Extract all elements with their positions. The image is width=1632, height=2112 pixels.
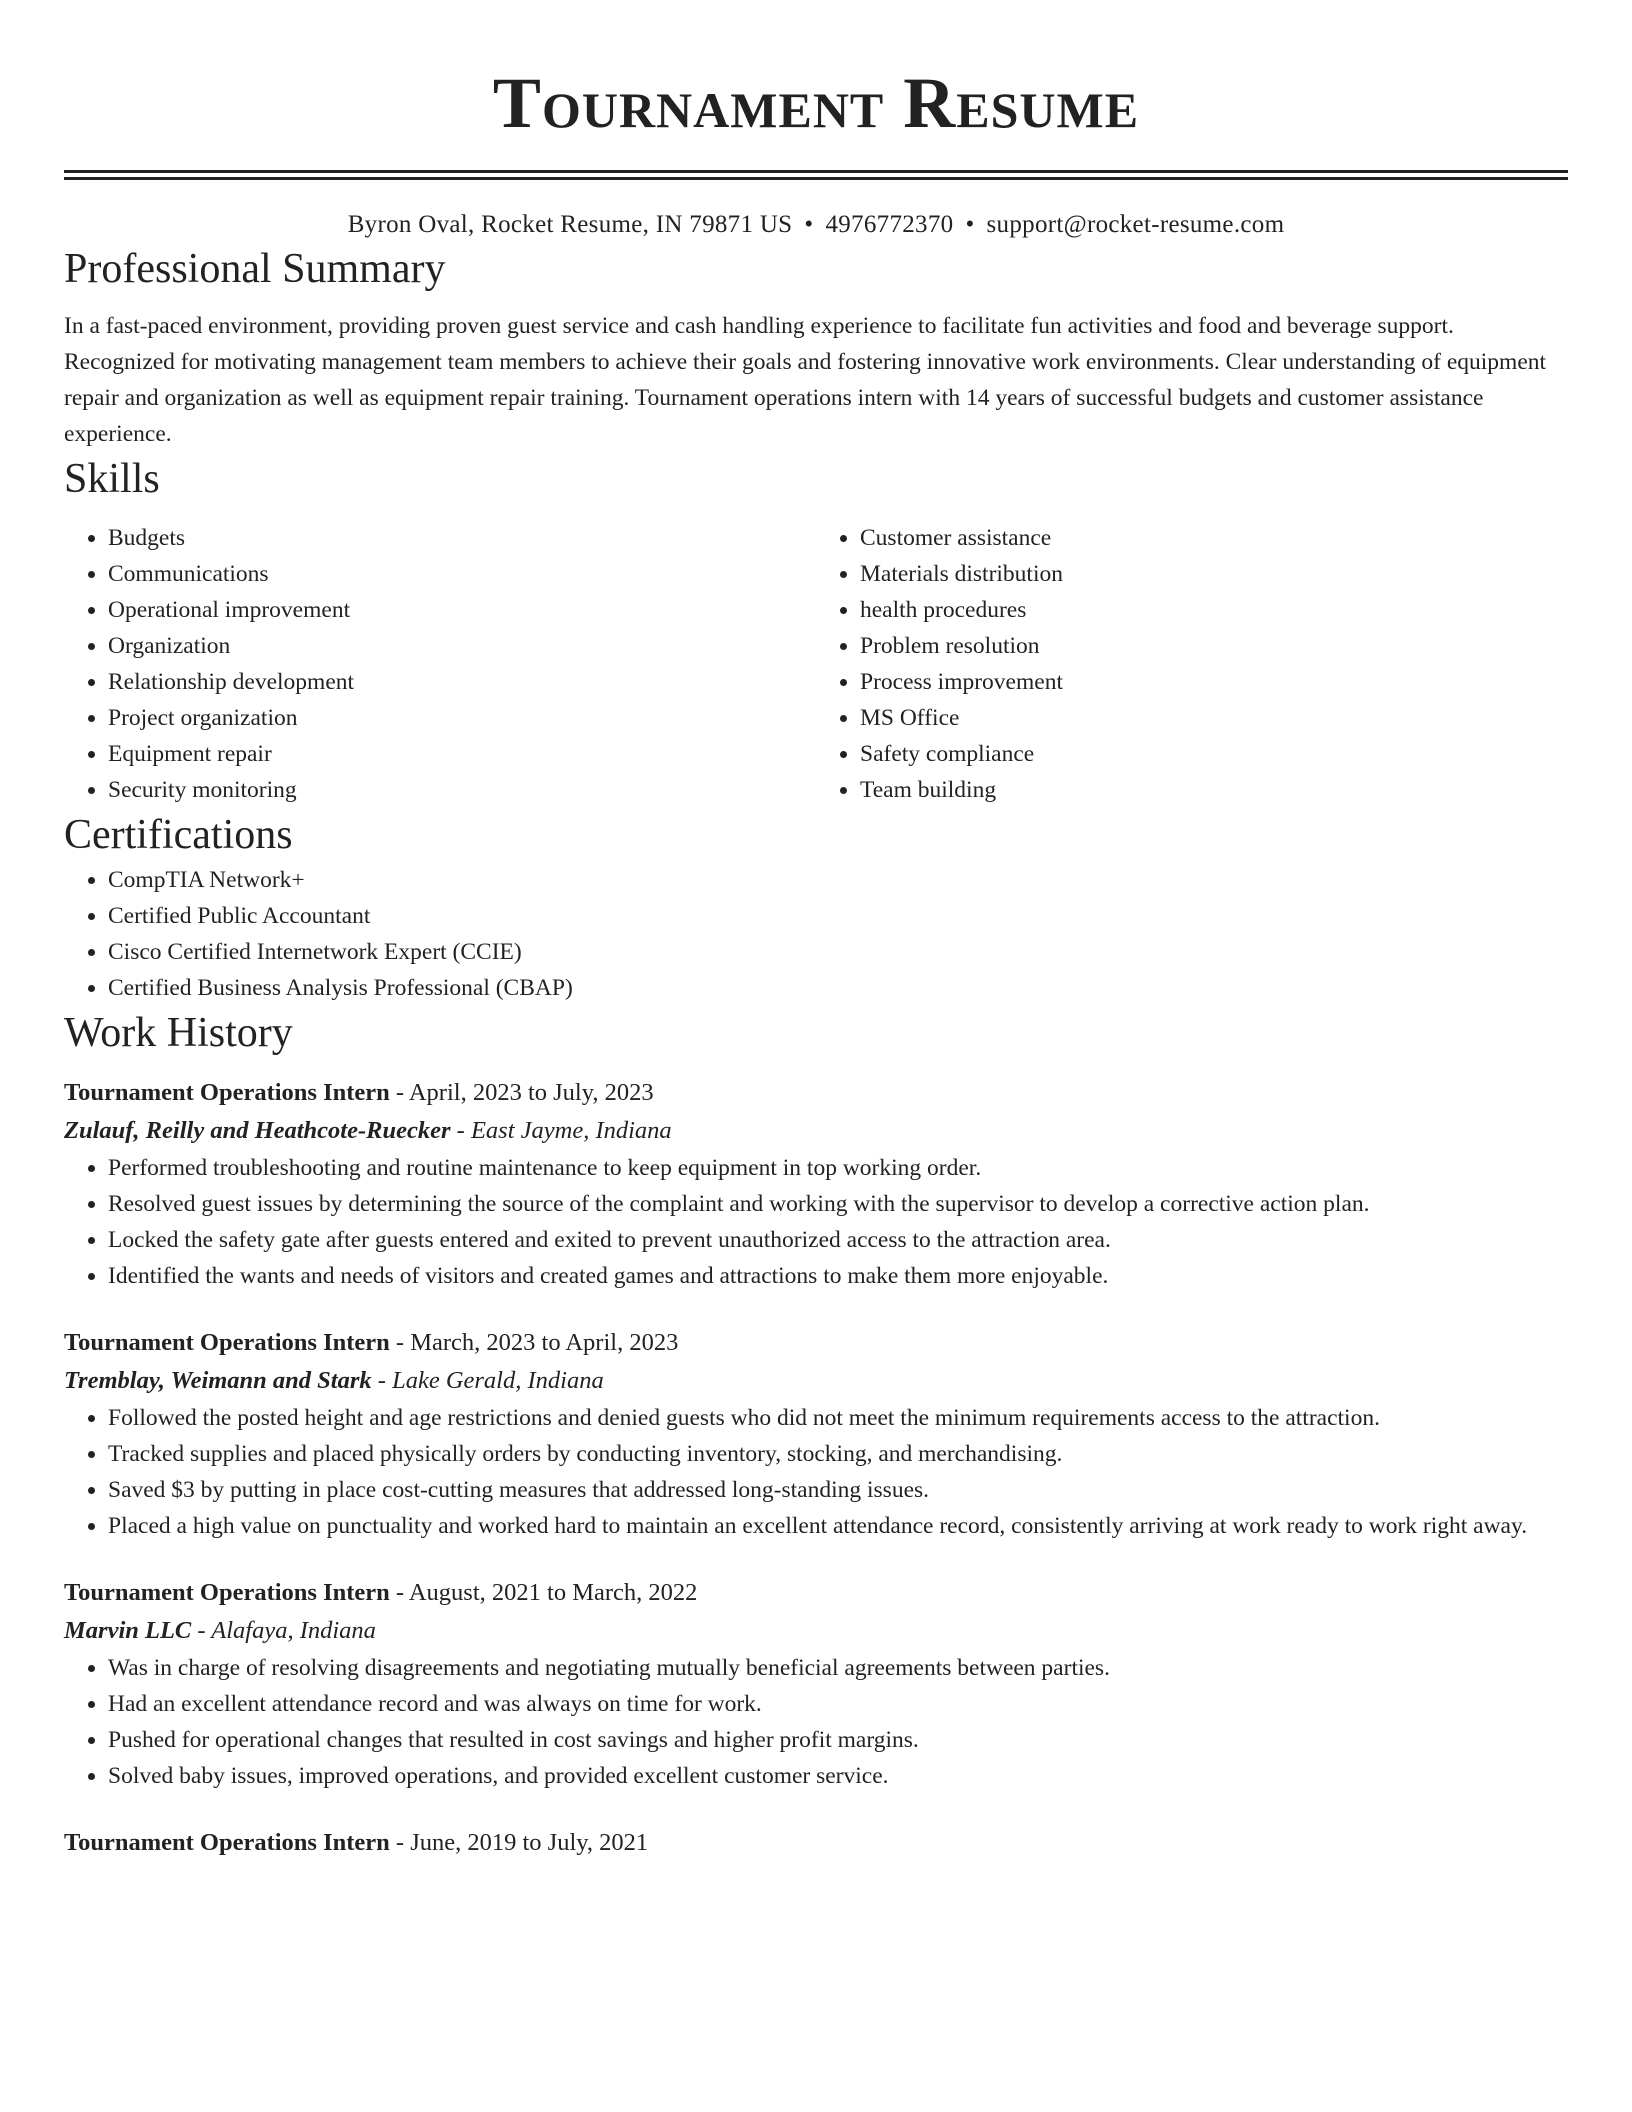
job-title: Tournament Operations Intern xyxy=(64,1329,390,1356)
job-title-line: Tournament Operations Intern - April, 2023 to July, 2023 xyxy=(64,1079,654,1106)
certifications-list xyxy=(64,862,1568,1006)
company-name: Tremblay, Weimann and Stark xyxy=(64,1367,372,1394)
job-title: Tournament Operations Intern xyxy=(64,1829,390,1856)
title-double-rule xyxy=(64,170,1568,180)
skills-list xyxy=(64,520,1568,808)
job-location: Lake Gerald, Indiana xyxy=(392,1367,604,1394)
certification-item: • CompTIA Network+ xyxy=(108,862,1568,898)
skills-column-right xyxy=(816,520,1568,808)
contact-line xyxy=(64,208,1568,242)
contact-address: Byron Oval, Rocket Resume, IN 79871 US xyxy=(347,211,793,238)
job-title: Tournament Operations Intern xyxy=(64,1079,390,1106)
certification-item: • Certified Business Analysis Professional (CBAP) xyxy=(108,970,1568,1006)
company-line: Zulauf, Reilly and Heathcote-Ruecker - East Jayme, Indiana xyxy=(64,1117,672,1144)
skill-item: • Team building xyxy=(860,772,1568,808)
job-location: East Jayme, Indiana xyxy=(470,1117,672,1144)
skill-item: • Process improvement xyxy=(860,664,1568,700)
contact-email: support@rocket-resume.com xyxy=(986,211,1285,238)
job-bullets xyxy=(64,1650,1568,1794)
company-name: Marvin LLC xyxy=(64,1617,192,1644)
skill-item: • Materials distribution xyxy=(860,556,1568,592)
job-entry xyxy=(64,1324,1568,1544)
job-entry xyxy=(64,1074,1568,1294)
job-dates: April, 2023 to July, 2023 xyxy=(408,1079,654,1106)
work-history-heading: Work History xyxy=(64,1010,293,1056)
skill-item: • Relationship development xyxy=(108,664,816,700)
certifications-heading: Certifications xyxy=(64,812,293,858)
job-entry xyxy=(64,1824,1568,1862)
certification-item: • Certified Public Accountant xyxy=(108,898,1568,934)
job-bullet: • Locked the safety gate after guests entered and exited to prevent unauthorized access to the attraction area. xyxy=(108,1222,1568,1258)
summary-heading: Professional Summary xyxy=(64,246,446,292)
job-title-line: Tournament Operations Intern - March, 2023 to April, 2023 xyxy=(64,1329,679,1356)
skill-item: • Budgets xyxy=(108,520,816,556)
job-bullet: • Followed the posted height and age restrictions and denied guests who did not meet the minimum requirements access to the attraction. xyxy=(108,1400,1568,1436)
skill-item: • Operational improvement xyxy=(108,592,816,628)
job-bullet: • Saved $3 by putting in place cost-cutting measures that addressed long-standing issues. xyxy=(108,1472,1568,1508)
job-bullet: • Performed troubleshooting and routine maintenance to keep equipment in top working order. xyxy=(108,1150,1568,1186)
job-bullet: • Identified the wants and needs of visitors and created games and attractions to make them more enjoyable. xyxy=(108,1258,1568,1294)
job-title-line: Tournament Operations Intern - August, 2021 to March, 2022 xyxy=(64,1579,698,1606)
skill-item: • Organization xyxy=(108,628,816,664)
skill-item: • MS Office xyxy=(860,700,1568,736)
job-title: Tournament Operations Intern xyxy=(64,1579,390,1606)
job-bullet: • Resolved guest issues by determining the source of the complaint and working with the supervisor to develop a corrective action plan. xyxy=(108,1186,1568,1222)
job-dates: March, 2023 to April, 2023 xyxy=(410,1329,679,1356)
job-bullets xyxy=(64,1150,1568,1294)
job-bullets xyxy=(64,1400,1568,1544)
company-line: Tremblay, Weimann and Stark - Lake Gerald, Indiana xyxy=(64,1367,604,1394)
skills-column-left xyxy=(64,520,816,808)
skill-item: • Problem resolution xyxy=(860,628,1568,664)
job-bullet: • Tracked supplies and placed physically orders by conducting inventory, stocking, and merchandising. xyxy=(108,1436,1568,1472)
company-line: Marvin LLC - Alafaya, Indiana xyxy=(64,1617,376,1644)
contact-separator: • xyxy=(804,211,814,238)
certification-item: • Cisco Certified Internetwork Expert (CCIE) xyxy=(108,934,1568,970)
job-bullet: • Solved baby issues, improved operations, and provided excellent customer service. xyxy=(108,1758,1568,1794)
skills-heading: Skills xyxy=(64,456,160,502)
skill-item: • Communications xyxy=(108,556,816,592)
contact-phone: 4976772370 xyxy=(825,211,954,238)
skill-item: • Security monitoring xyxy=(108,772,816,808)
company-name: Zulauf, Reilly and Heathcote-Ruecker xyxy=(64,1117,451,1144)
summary-text: In a fast-paced environment, providing proven guest service and cash handling experience to facilitate fun activities and food and beverage support. Recognized for motivating management team members to achieve their goals and fostering innovative work environments. Clear understanding of equipment repair and organization as well as equipment repair training. Tournament operations intern with 14 years of successful budgets and customer assistance experience. xyxy=(64,313,1547,447)
contact-separator: • xyxy=(965,211,975,238)
job-location: Alafaya, Indiana xyxy=(211,1617,376,1644)
job-bullet: • Was in charge of resolving disagreements and negotiating mutually beneficial agreements between parties. xyxy=(108,1650,1568,1686)
skill-item: • Equipment repair xyxy=(108,736,816,772)
job-entry xyxy=(64,1574,1568,1794)
job-bullet: • Had an excellent attendance record and was always on time for work. xyxy=(108,1686,1568,1722)
job-bullet: • Placed a high value on punctuality and worked hard to maintain an excellent attendance record, consistently arriving at work ready to work right away. xyxy=(108,1508,1568,1544)
resume-page xyxy=(64,0,1568,1862)
resume-title: Tournament Resume xyxy=(492,63,1140,143)
skill-item: • Project organization xyxy=(108,700,816,736)
skill-item: • Safety compliance xyxy=(860,736,1568,772)
job-bullet: • Pushed for operational changes that resulted in cost savings and higher profit margins. xyxy=(108,1722,1568,1758)
skill-item: • health procedures xyxy=(860,592,1568,628)
skill-item: • Customer assistance xyxy=(860,520,1568,556)
job-dates: June, 2019 to July, 2021 xyxy=(410,1829,649,1856)
job-dates: August, 2021 to March, 2022 xyxy=(408,1579,698,1606)
job-title-line: Tournament Operations Intern - June, 2019 to July, 2021 xyxy=(64,1829,649,1856)
